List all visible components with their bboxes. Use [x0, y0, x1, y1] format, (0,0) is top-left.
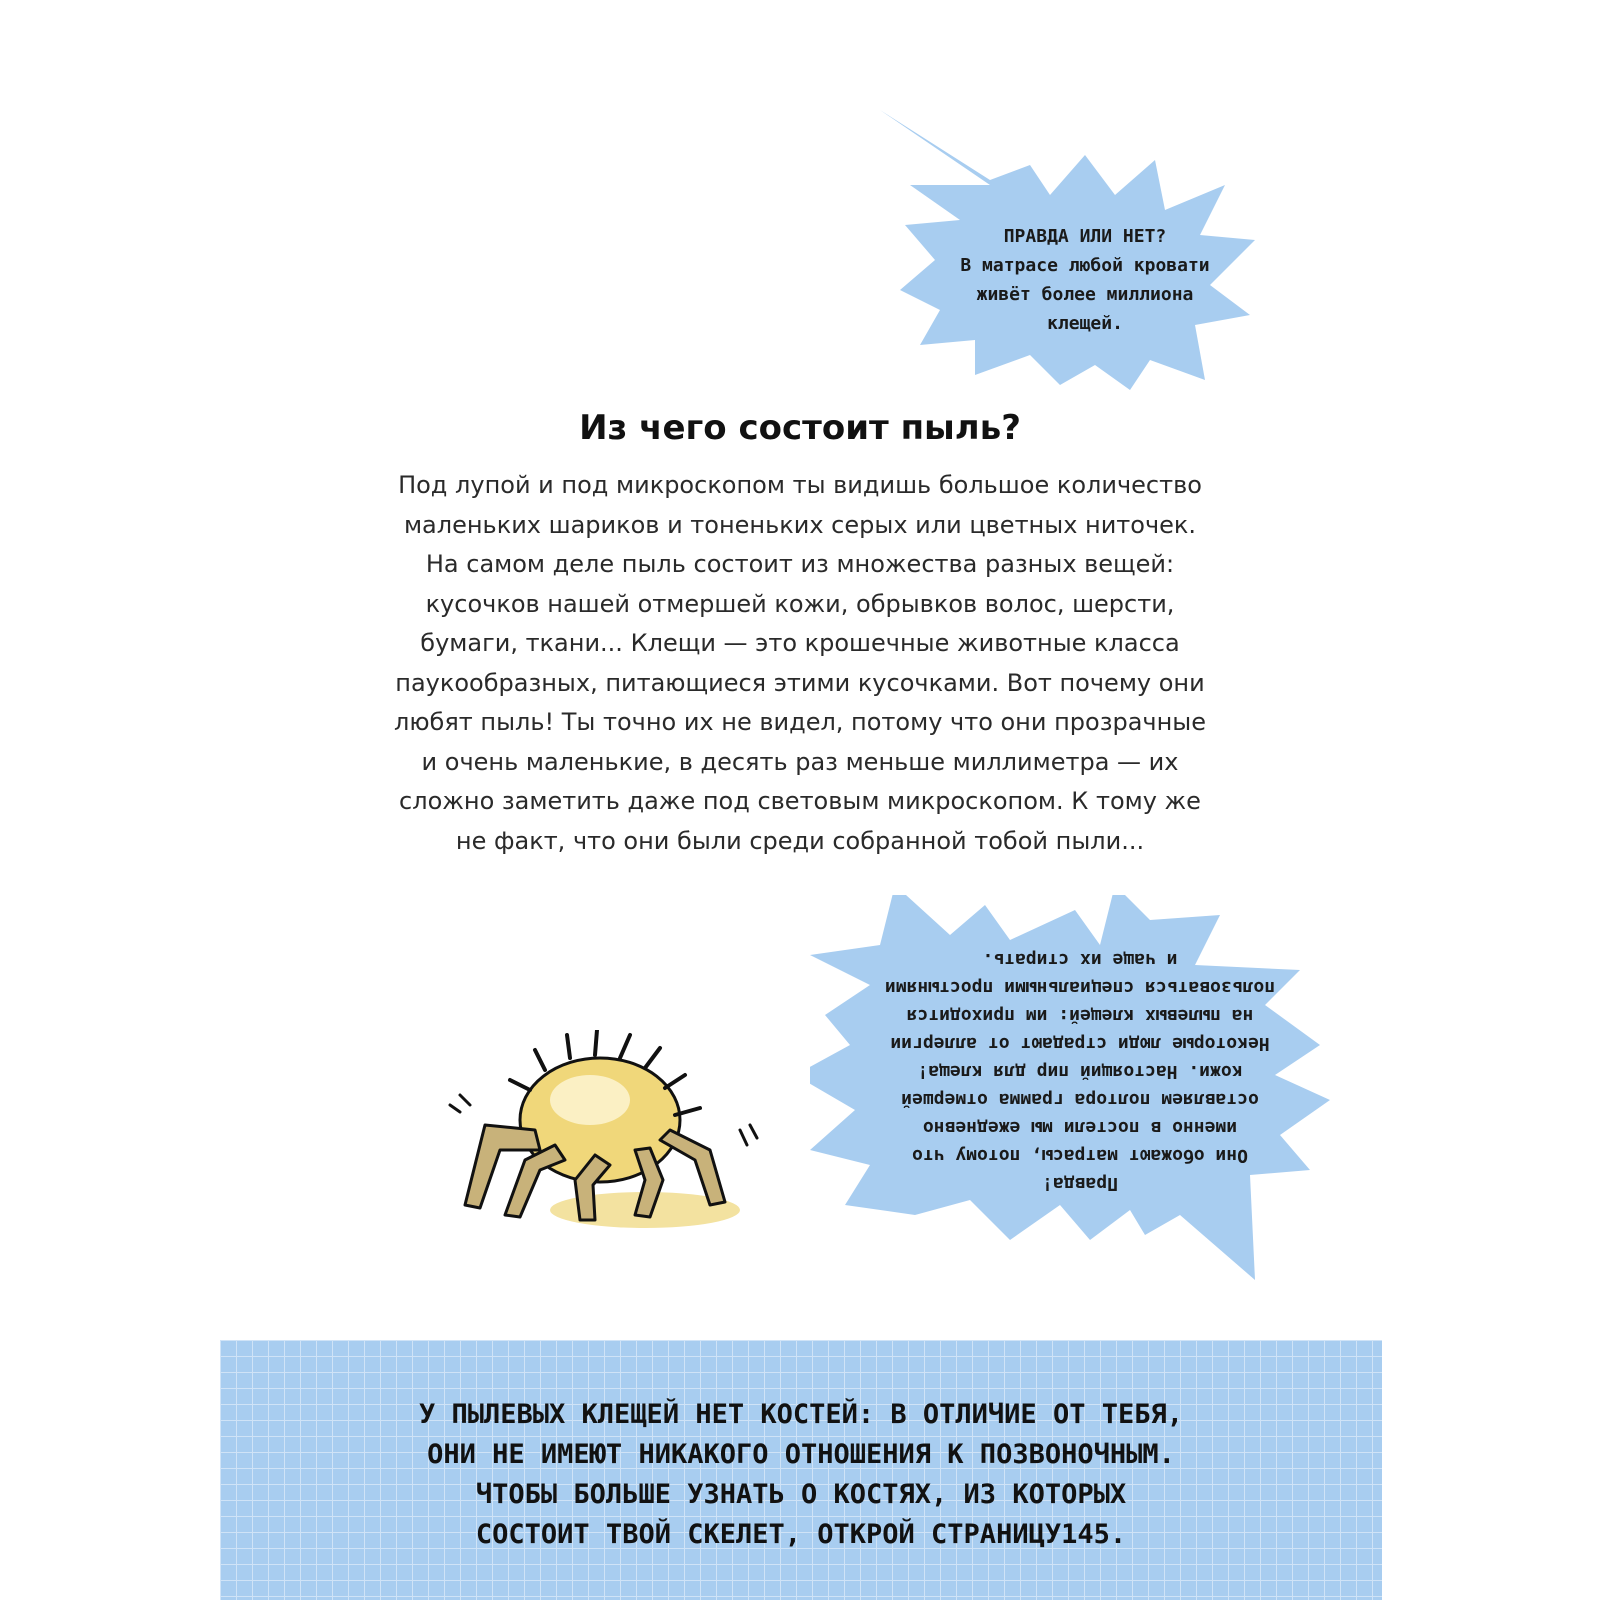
fact-box — [220, 1340, 1382, 1600]
body-line: не факт, что они были среди собранной тобой пыли... — [455, 826, 1145, 855]
body-line: паукообразных, питающиеся этими кусочками. Вот почему они — [395, 668, 1205, 697]
answer-line: кожи. Настоящий пир для клеща! — [917, 1061, 1243, 1082]
fact-line: У ПЫЛЕВЫХ КЛЕЩЕЙ НЕТ КОСТЕЙ: В ОТЛИЧИЕ ОТ ТЕБЯ, — [418, 1399, 1183, 1430]
fact-line: СОСТОИТ ТВОЙ СКЕЛЕТ, ОТКРОЙ СТРАНИЦУ145. — [475, 1519, 1127, 1550]
body-line: Под лупой и под микроскопом ты видишь большое количество — [398, 471, 1202, 499]
fact-line: ЧТОБЫ БОЛЬШЕ УЗНАТЬ О КОСТЯХ, ИЗ КОТОРЫХ — [475, 1479, 1127, 1510]
answer-line: оставляем полтора грамма отмершей — [901, 1089, 1259, 1110]
answer-line: на пылевых клещей: им приходится — [906, 1005, 1254, 1026]
burst-heading: ПРАВДА ИЛИ НЕТ? — [1003, 226, 1167, 247]
body-line: кусочков нашей отмершей кожи, обрывков волос, шерсти, — [425, 589, 1175, 618]
burst-line: В матрасе любой кровати — [960, 255, 1210, 276]
answer-heading: Правда! — [1042, 1173, 1118, 1194]
body-line: На самом деле пыль состоит из множества разных вещей: — [425, 550, 1175, 578]
true-or-false-burst — [880, 110, 1280, 400]
fact-line: ОНИ НЕ ИМЕЮТ НИКАКОГО ОТНОШЕНИЯ К ПОЗВОНОЧНЫМ. — [427, 1439, 1175, 1470]
body-line: сложно заметить даже под световым микроскопом. К тому же — [399, 787, 1201, 815]
answer-line: Они обожают матрасы, потому что — [912, 1145, 1248, 1166]
answer-line: и чаще их стирать. — [982, 949, 1178, 970]
answer-burst — [810, 895, 1350, 1305]
burst-line: живёт более миллиона — [976, 284, 1194, 305]
answer-line: именно в постели мы ежедневно — [922, 1117, 1238, 1138]
burst-line: клещей. — [1047, 313, 1123, 334]
answer-line: пользоваться специальными простынями — [884, 977, 1276, 998]
body-line: любят пыль! Ты точно их не видел, потому что они прозрачные — [393, 708, 1206, 736]
body-line: маленьких шариков и тоненьких серых или цветных ниточек. — [403, 510, 1197, 539]
section-title: Из чего состоит пыль? — [579, 408, 1021, 448]
body-line: бумаги, ткани... Клещи — это крошечные животные класса — [420, 629, 1180, 657]
section-body — [340, 466, 1260, 861]
answer-line: Некоторые люди страдают от аллергии — [890, 1033, 1270, 1054]
body-line: и очень маленькие, в десять раз меньше миллиметра — их — [421, 747, 1179, 776]
dust-mite-illustration — [445, 1030, 765, 1240]
